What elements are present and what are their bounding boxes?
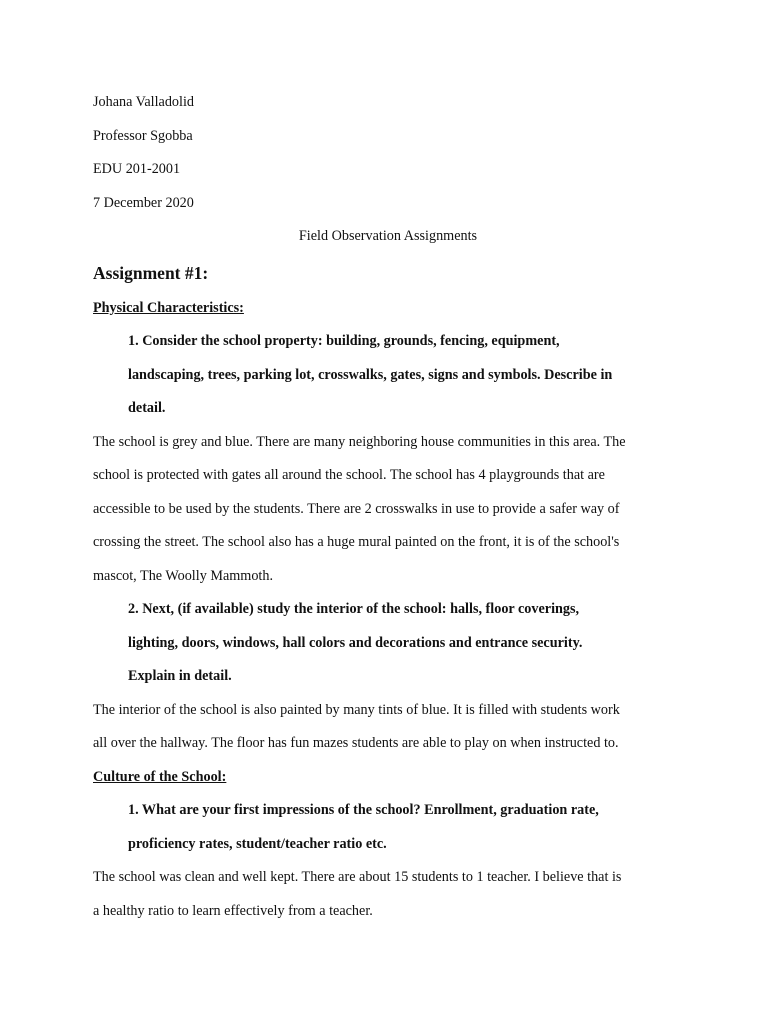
answer-line: school is protected with gates all around the school. The school has 4 playgrounds that are	[93, 467, 605, 483]
answer-line: The interior of the school is also painted by many tints of blue. It is filled with students work	[93, 701, 620, 718]
answer-2-physical	[93, 694, 683, 761]
section-heading-physical: Physical Characteristics:	[93, 299, 244, 316]
answer-line: accessible to be used by the students. There are 2 crosswalks in use to provide a safer way of	[93, 500, 620, 517]
answer-1-culture	[93, 861, 683, 928]
question-line: lighting, doors, windows, hall colors and decorations and entrance security.	[128, 634, 583, 651]
course-code: EDU 201-2001	[93, 161, 181, 177]
document-title: Field Observation Assignments	[298, 228, 478, 244]
answer-line: mascot, The Woolly Mammoth.	[93, 567, 273, 584]
question-line: Explain in detail.	[128, 668, 232, 684]
question-line: landscaping, trees, parking lot, crosswalks, gates, signs and symbols. Describe in	[128, 366, 613, 383]
question-1-physical	[93, 325, 683, 426]
answer-line: all over the hallway. The floor has fun mazes students are able to play on when instructed to.	[93, 735, 619, 751]
question-line: detail.	[128, 400, 166, 416]
document-page	[93, 86, 683, 928]
question-1-culture	[93, 794, 683, 861]
assignment-heading: Assignment #1:	[93, 262, 209, 283]
student-name: Johana Valladolid	[93, 94, 195, 110]
answer-line: The school was clean and well kept. There are about 15 students to 1 teacher. I believe that is	[93, 869, 622, 885]
question-2-physical	[93, 593, 683, 694]
answer-line: crossing the street. The school also has a huge mural painted on the front, it is of the school's	[93, 534, 620, 550]
answer-line: a healthy ratio to learn effectively from a teacher.	[93, 902, 373, 919]
submission-date: 7 December 2020	[93, 194, 194, 211]
answer-1-physical	[93, 426, 683, 594]
question-line: 1. What are your first impressions of the school? Enrollment, graduation rate,	[128, 802, 599, 818]
professor-name: Professor Sgobba	[93, 127, 193, 144]
question-line: 2. Next, (if available) study the interior of the school: halls, floor coverings,	[128, 601, 580, 617]
section-heading-culture: Culture of the School:	[93, 768, 227, 785]
question-line: proficiency rates, student/teacher ratio etc.	[128, 835, 387, 852]
answer-line: The school is grey and blue. There are many neighboring house communities in this area. The	[93, 433, 626, 450]
question-line: 1. Consider the school property: building, grounds, fencing, equipment,	[128, 333, 560, 349]
